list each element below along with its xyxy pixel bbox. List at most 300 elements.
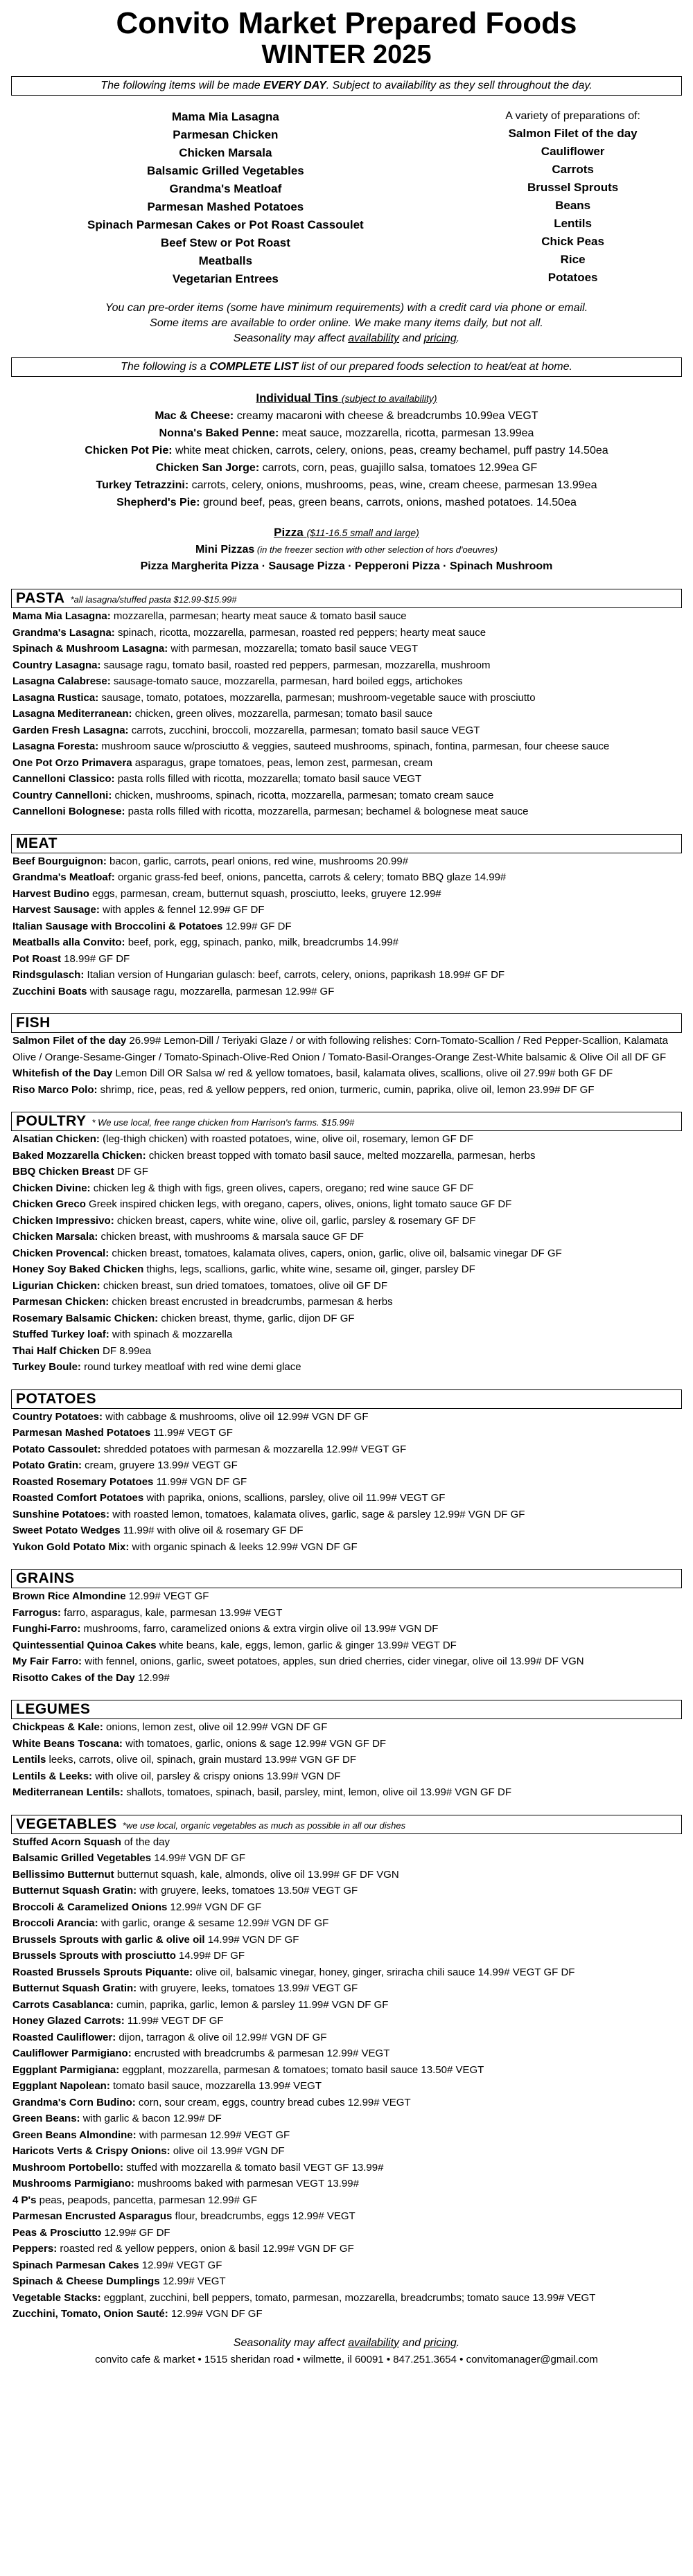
menu-item [11, 1915, 682, 1932]
menu-item [11, 1213, 682, 1229]
tin-desc: carrots, celery, onions, mushrooms, peas, wine, cream cheese, parmesan 13.99ea [188, 479, 597, 491]
daily-item: Lentils [554, 217, 592, 230]
season-title: WINTER 2025 [261, 40, 432, 69]
item-desc: mushrooms, farro, caramelized onions & extra virgin olive oil 13.99# VGN DF [80, 1623, 439, 1635]
daily-item: Brussel Sprouts [527, 181, 619, 194]
menu-item [11, 1621, 682, 1637]
item-desc: with olive oil, parsley & crispy onions 13.99# VGN DF [92, 1770, 341, 1782]
menu-item [11, 1980, 682, 1997]
item-name: Butternut Squash Gratin: [12, 1885, 137, 1897]
item-name: Mama Mia Lasagna: [12, 610, 111, 622]
item-name: Parmesan Mashed Potatoes [12, 1427, 151, 1439]
item-name: Rosemary Balsamic Chicken: [12, 1312, 159, 1324]
menu-item [11, 951, 682, 968]
daily-items [11, 108, 682, 288]
item-desc: chicken breast encrusted in breadcrumbs, parmesan & herbs [109, 1296, 393, 1308]
item-desc: olive oil, balsamic vinegar, honey, ginger, sriracha chili sauce 14.99# VEGT GF DF [193, 1966, 575, 1978]
item-name: White Beans Toscana: [12, 1737, 123, 1750]
item-desc: pasta rolls filled with ricotta, mozzarella; tomato basil sauce VEGT [114, 773, 422, 785]
item-desc: corn, sour cream, eggs, country bread cubes 12.99# VEGT [135, 2096, 411, 2108]
menu-item [11, 2273, 682, 2290]
menu-item [11, 1719, 682, 1736]
daily-left-list [87, 108, 364, 288]
menu-item [11, 1588, 682, 1605]
item-desc: Italian version of Hungarian gulasch: beef, carrots, celery, onions, paprikash 18.99# GF DF [84, 969, 505, 981]
menu-item [11, 1326, 682, 1343]
daily-right-intro: A variety of preparations of: [505, 110, 640, 122]
item-name: Beef Bourguignon: [12, 855, 107, 867]
item-name: Broccoli Arancia: [12, 1917, 98, 1929]
item-desc: with gruyere, leeks, tomatoes 13.99# VEGT GF [137, 1982, 358, 1994]
menu-item [11, 1343, 682, 1360]
menu-sections [11, 589, 682, 2322]
item-name: Country Potatoes: [12, 1410, 103, 1423]
menu-item [11, 1964, 682, 1981]
menu-item [11, 2013, 682, 2029]
item-name: Lasagna Rustica: [12, 691, 99, 704]
item-name: Chicken Marsala: [12, 1231, 98, 1243]
item-desc: carrots, zucchini, broccoli, mozzarella, parmesan; tomato basil sauce VEGT [128, 724, 480, 736]
section-heading [11, 834, 682, 853]
daily-item: Balsamic Grilled Vegetables [146, 164, 304, 177]
item-desc: 14.99# VGN DF GF [151, 1852, 245, 1864]
item-desc: 12.99# [134, 1671, 170, 1684]
item-name: Brussels Sprouts with garlic & olive oil [12, 1933, 205, 1946]
item-name: Sweet Potato Wedges [12, 1525, 121, 1536]
footer-note: Seasonality may affect availability and pricing. [233, 2336, 460, 2349]
tin-item [11, 425, 682, 442]
item-name: Pot Roast [12, 952, 62, 965]
menu-item [11, 1474, 682, 1491]
menu-item [11, 673, 682, 690]
daily-item: Meatballs [198, 254, 253, 267]
page-title: Convito Market Prepared Foods [116, 6, 577, 40]
menu-item [11, 934, 682, 951]
section-potatoes [11, 1389, 682, 1556]
menu-item [11, 1784, 682, 1801]
daily-item: Rice [560, 253, 586, 266]
item-name: Zucchini, Tomato, Onion Sauté: [12, 2308, 168, 2320]
menu-item [11, 1261, 682, 1278]
item-name: Peas & Prosciutto [12, 2226, 102, 2239]
menu-item [11, 1065, 682, 1082]
item-desc: eggs, parmesan, cream, butternut squash, prosciutto, leeks, gruyere 12.99# [89, 887, 441, 900]
menu-item [11, 1867, 682, 1883]
item-name: Chicken Divine: [12, 1182, 91, 1194]
item-name: Eggplant Parmigiana: [12, 2063, 120, 2076]
item-desc: 12.99# GF DF [222, 920, 292, 932]
menu-item [11, 771, 682, 788]
item-desc: 11.99# VGN DF GF [153, 1475, 247, 1488]
item-desc: white beans, kale, eggs, lemon, garlic & ginger 13.99# VEGT DF [156, 1639, 457, 1651]
tin-name: Mac & Cheese: [155, 410, 234, 422]
item-desc: sausage ragu, tomato basil, roasted red peppers, parmesan, mozzarella, mushroom [100, 659, 491, 671]
tin-name: Shepherd's Pie: [116, 497, 200, 508]
mini-pizzas: Mini Pizzas (in the freezer section with other selection of hors d'oeuvres) [195, 544, 498, 556]
item-desc: of the day [121, 1836, 170, 1848]
item-name: Garden Fresh Lasagna: [12, 724, 129, 736]
item-name: Thai Half Chicken [12, 1344, 100, 1357]
menu-item [11, 690, 682, 707]
tin-item [11, 494, 682, 511]
item-name: Cauliflower Parmigiano: [12, 2048, 132, 2059]
daily-item: Parmesan Chicken [173, 128, 279, 141]
tin-desc: meat sauce, mozzarella, ricotta, parmesan 13.99ea [279, 427, 534, 439]
item-name: Ligurian Chicken: [12, 1279, 100, 1292]
tin-name: Chicken Pot Pie: [85, 445, 173, 456]
item-desc: shallots, tomatoes, spinach, basil, parsley, mint, lemon, olive oil 13.99# VGN GF DF [123, 1786, 512, 1798]
menu-item [11, 1752, 682, 1768]
daily-item: Grandma's Meatloaf [169, 182, 282, 195]
menu-item [11, 1457, 682, 1474]
item-name: Harvest Sausage: [12, 904, 100, 916]
section-heading [11, 1700, 682, 1719]
item-name: Honey Glazed Carrots: [12, 2015, 125, 2027]
item-name: One Pot Orzo Primavera [12, 756, 132, 769]
menu-item [11, 1605, 682, 1622]
daily-item: Beef Stew or Pot Roast [160, 236, 290, 249]
menu-item [11, 1507, 682, 1523]
tin-item [11, 442, 682, 459]
item-desc: chicken breast, sun dried tomatoes, tomatoes, olive oil GF DF [100, 1279, 388, 1292]
item-desc: with parmesan, mozzarella; tomato basil sauce VEGT [168, 643, 419, 655]
item-name: Eggplant Napolean: [12, 2080, 110, 2092]
menu-item [11, 967, 682, 984]
item-name: Cannelloni Bolognese: [12, 806, 125, 817]
daily-item: Vegetarian Entrees [172, 272, 279, 285]
item-desc: round turkey meatloaf with red wine demi glace [80, 1361, 301, 1373]
item-desc: 12.99# VGN DF GF [168, 2308, 263, 2320]
item-name: Lentils & Leeks: [12, 1770, 93, 1782]
item-desc: with apples & fennel 12.99# GF DF [99, 904, 265, 916]
item-desc: with spinach & mozzarella [109, 1329, 233, 1340]
item-desc: onions, lemon zest, olive oil 12.99# VGN DF GF [103, 1721, 328, 1733]
section-name: GRAINS [16, 1570, 75, 1586]
item-name: Honey Soy Baked Chicken [12, 1263, 144, 1275]
tin-name: Nonna's Baked Penne: [159, 427, 279, 439]
item-desc: 14.99# VGN DF GF [204, 1933, 299, 1946]
daily-item: Chick Peas [541, 235, 604, 248]
item-desc: 11.99# VEGT GF [150, 1427, 233, 1439]
menu-item [11, 2225, 682, 2241]
section-name: FISH [16, 1015, 51, 1031]
section-heading [11, 1112, 682, 1131]
item-desc: Lemon Dill OR Salsa w/ red & yellow tomatoes, basil, kalamata olives, scallions, olive oil 27.99# both GF DF [112, 1067, 613, 1079]
item-name: Lasagna Calabrese: [12, 675, 111, 687]
item-desc: 12.99# VEGT [159, 2275, 226, 2287]
item-name: Salmon Filet of the day [12, 1035, 127, 1047]
item-desc: sausage, tomato, potatoes, mozzarella, parmesan; mushroom-vegetable sauce with prosciutto [98, 691, 536, 704]
item-name: Italian Sausage with Broccolini & Potatoes [12, 920, 223, 932]
pizza-list: Pizza Margherita Pizza · Sausage Pizza · Pepperoni Pizza · Spinach Mushroom [140, 560, 553, 572]
item-desc: 12.99# VEGT GF [139, 2259, 222, 2271]
section-name: POULTRY [16, 1113, 87, 1129]
menu-item [11, 1148, 682, 1164]
item-desc: with fennel, onions, garlic, sweet potatoes, apples, sun dried cherries, cider vinegar, olive oil 13.99# DF VGN [82, 1655, 584, 1667]
item-name: 4 P's [12, 2194, 37, 2206]
section-name: LEGUMES [16, 1701, 91, 1717]
item-name: Parmesan Encrusted Asparagus [12, 2210, 173, 2222]
menu-item [11, 869, 682, 886]
menu-item [11, 1245, 682, 1262]
item-name: Chicken Impressivo: [12, 1214, 114, 1227]
item-desc: encrusted with breadcrumbs & parmesan 12.99# VEGT [131, 2048, 390, 2059]
item-desc: bacon, garlic, carrots, pearl onions, red wine, mushrooms 20.99# [106, 855, 409, 867]
tins-heading: Individual Tins (subject to availability) [256, 391, 437, 405]
menu-item [11, 2078, 682, 2095]
menu-item [11, 1229, 682, 1245]
item-name: Balsamic Grilled Vegetables [12, 1852, 152, 1864]
item-desc: chicken, green olives, mozzarella, parmesan; tomato basil sauce [132, 708, 433, 720]
menu-item [11, 2127, 682, 2144]
section-heading [11, 1569, 682, 1588]
pizza-heading: Pizza ($11-16.5 small and large) [274, 526, 419, 539]
item-name: Grandma's Meatloaf: [12, 871, 115, 883]
item-name: Brussels Sprouts with prosciutto [12, 1950, 176, 1962]
item-name: Farrogus: [12, 1606, 62, 1619]
item-desc: farro, asparagus, kale, parmesan 13.99# VEGT [61, 1606, 283, 1619]
item-desc: 12.99# VGN DF GF [167, 1901, 262, 1913]
item-name: Spinach Parmesan Cakes [12, 2259, 139, 2271]
item-name: Butternut Squash Gratin: [12, 1982, 137, 1994]
menu-item [11, 1196, 682, 1213]
item-desc: olive oil 13.99# VGN DF [170, 2145, 285, 2157]
menu-item [11, 788, 682, 804]
menu-item [11, 2143, 682, 2160]
menu-item [11, 853, 682, 870]
item-desc: beef, pork, egg, spinach, panko, milk, breadcrumbs 14.99# [125, 936, 398, 948]
menu-item [11, 1997, 682, 2014]
tin-desc: white meat chicken, carrots, celery, onions, peas, creamy bechamel, puff pastry 14.50ea [172, 445, 608, 456]
item-desc: dijon, tarragon & olive oil 12.99# VGN DF GF [116, 2031, 327, 2043]
item-desc: with gruyere, leeks, tomatoes 13.50# VEGT GF [137, 1885, 358, 1897]
menu-item [11, 1082, 682, 1099]
item-name: Chicken Provencal: [12, 1247, 109, 1259]
item-name: Mushrooms Parmigiano: [12, 2178, 134, 2189]
item-desc: mozzarella, parmesan; hearty meat sauce & tomato basil sauce [110, 610, 407, 622]
item-name: Lentils [12, 1754, 46, 1766]
item-desc: thighs, legs, scallions, garlic, white wine, sesame oil, ginger, parsley DF [143, 1263, 475, 1275]
menu-item [11, 1311, 682, 1327]
item-desc: DF 8.99ea [99, 1344, 152, 1357]
item-desc: peas, peapods, pancetta, parmesan 12.99# GF [36, 2194, 257, 2206]
menu-item [11, 984, 682, 1000]
item-desc: with organic spinach & leeks 12.99# VGN DF GF [129, 1540, 358, 1553]
item-name: Green Beans Almondine: [12, 2129, 137, 2141]
item-name: Chicken Greco [12, 1198, 86, 1210]
section-grains [11, 1569, 682, 1686]
menu-item [11, 1441, 682, 1458]
item-desc: Greek inspired chicken legs, with oregano, capers, olives, onions, light tomato sauce GF DF [85, 1198, 512, 1210]
item-desc: with cabbage & mushrooms, olive oil 12.99# VGN DF GF [103, 1410, 369, 1423]
menu-item [11, 1425, 682, 1441]
item-desc: 12.99# VEGT GF [125, 1590, 209, 1602]
menu-item [11, 2208, 682, 2225]
item-name: Haricots Verts & Crispy Onions: [12, 2145, 170, 2157]
item-desc: shrimp, rice, peas, red & yellow peppers, red onion, turmeric, cumin, paprika, olive oil, lemon 23.99# DF GF [97, 1083, 595, 1096]
complete-list-note: The following is a COMPLETE LIST list of our prepared foods selection to heat/eat at home. [11, 357, 682, 377]
item-desc: mushroom sauce w/prosciutto & veggies, sauteed mushrooms, spinach, fontina, parmesan, four cheese sauce [98, 740, 610, 752]
item-desc: chicken breast, capers, white wine, olive oil, garlic, parsley & rosemary GF DF [114, 1214, 476, 1227]
menu-item [11, 1359, 682, 1376]
item-desc: tomato basil sauce, mozzarella 13.99# VEGT [109, 2080, 322, 2092]
section-heading [11, 1389, 682, 1409]
menu-item [11, 1883, 682, 1899]
menu-item [11, 2062, 682, 2079]
item-name: Zucchini Boats [12, 985, 87, 997]
item-desc: eggplant, zucchini, bell peppers, tomato, parmesan, mozzarella, breadcrumbs; tomato sauce 13.99# VEGT [100, 2291, 596, 2304]
item-name: Mushroom Portobello: [12, 2161, 123, 2174]
menu-item [11, 2029, 682, 2046]
item-name: Yukon Gold Potato Mix: [12, 1540, 130, 1553]
section-legumes [11, 1700, 682, 1801]
section-poultry [11, 1112, 682, 1376]
menu-item [11, 2290, 682, 2307]
item-desc: butternut squash, kale, almonds, olive oil 13.99# GF DF VGN [114, 1868, 399, 1881]
section-meat [11, 834, 682, 1000]
individual-tins [11, 389, 682, 511]
item-name: Baked Mozzarella Chicken: [12, 1149, 146, 1162]
daily-right-list [505, 108, 640, 288]
menu-item [11, 2045, 682, 2062]
menu-item [11, 1899, 682, 1916]
item-name: Peppers: [12, 2243, 58, 2255]
item-desc: DF GF [114, 1166, 148, 1178]
item-desc: (leg-thigh chicken) with roasted potatoes, wine, olive oil, rosemary, lemon GF DF [99, 1133, 473, 1145]
section-note: *we use local, organic vegetables as much as possible in all our dishes [122, 1820, 406, 1831]
item-desc: chicken breast, thyme, garlic, dijon DF GF [158, 1312, 355, 1324]
item-name: Mediterranean Lentils: [12, 1786, 124, 1798]
item-desc: 12.99# GF DF [101, 2226, 170, 2239]
daily-item: Spinach Parmesan Cakes or Pot Roast Cassoulet [87, 218, 364, 231]
daily-item: Salmon Filet of the day [508, 127, 638, 140]
section-name: MEAT [16, 835, 58, 851]
item-name: Harvest Budino [12, 887, 89, 900]
item-name: Whitefish of the Day [12, 1067, 113, 1079]
item-desc: 18.99# GF DF [61, 952, 130, 965]
every-day-note: The following items will be made EVERY DAY. Subject to availability as they sell throughout the day. [11, 76, 682, 96]
item-desc: pasta rolls filled with ricotta, mozzarella, parmesan; bechamel & bolognese meat sauce [125, 806, 529, 817]
item-name: Grandma's Corn Budino: [12, 2096, 136, 2108]
section-heading [11, 1013, 682, 1033]
menu-item [11, 1768, 682, 1785]
menu-item [11, 1180, 682, 1197]
item-desc: roasted red & yellow peppers, onion & basil 12.99# VGN DF GF [57, 2243, 354, 2255]
daily-item: Parmesan Mashed Potatoes [147, 200, 304, 213]
daily-item: Chicken Marsala [179, 146, 272, 159]
menu-item [11, 1932, 682, 1948]
menu-item [11, 1670, 682, 1687]
menu-item [11, 2095, 682, 2111]
section-heading [11, 1815, 682, 1834]
item-desc: mushrooms baked with parmesan VEGT 13.99# [134, 2178, 359, 2189]
menu-item [11, 657, 682, 674]
item-name: Vegetable Stacks: [12, 2291, 101, 2304]
item-desc: 26.99# Lemon-Dill / Teriyaki Glaze / or with following relishes: Corn-Tomato-Scallion / Red Pepper-Scallion, Kalamata Olive / Orange-Sesame-Ginger / Tomato-Spinach-Olive-Red Onion / Tomato-Basil-Oranges-Orange Zest-White balsamic & Olive Oil all DF GF [12, 1035, 668, 1063]
tin-desc: creamy macaroni with cheese & breadcrumbs 10.99ea VEGT [234, 410, 538, 422]
menu-item [11, 1736, 682, 1752]
preorder-note: You can pre-order items (some have minimum requirements) with a credit card via phone or email. Some items are available to order online. We make many items daily, but not all. Seasonality may affect availability and pricing. [105, 302, 588, 344]
menu-item [11, 1539, 682, 1556]
item-desc: sausage-tomato sauce, mozzarella, parmesan, hard boiled eggs, artichokes [110, 675, 463, 687]
item-desc: with parmesan 12.99# VEGT GF [136, 2129, 290, 2141]
menu-item [11, 1278, 682, 1295]
item-name: Country Lasagna: [12, 659, 101, 671]
item-desc: leeks, carrots, olive oil, spinach, grain mustard 13.99# VGN GF DF [46, 1754, 357, 1766]
menu-item [11, 1522, 682, 1539]
item-name: Risotto Cakes of the Day [12, 1671, 135, 1684]
item-name: Roasted Brussels Sprouts Piquante: [12, 1966, 193, 1978]
menu-item [11, 2192, 682, 2209]
menu-item [11, 2176, 682, 2192]
item-name: Stuffed Turkey loaf: [12, 1329, 109, 1340]
item-desc: 11.99# with olive oil & rosemary GF DF [120, 1525, 304, 1536]
item-desc: with tomatoes, garlic, onions & sage 12.99# VGN GF DF [122, 1737, 387, 1750]
item-desc: spinach, ricotta, mozzarella, parmesan, roasted red peppers; hearty meat sauce [114, 626, 486, 639]
menu-item [11, 2257, 682, 2274]
item-name: Alsatian Chicken: [12, 1133, 100, 1145]
item-desc: flour, breadcrumbs, eggs 12.99# VEGT [172, 2210, 356, 2222]
item-desc: with sausage ragu, mozzarella, parmesan 12.99# GF [87, 985, 335, 997]
menu-item [11, 608, 682, 625]
menu-item [11, 1653, 682, 1670]
section-name: POTATOES [16, 1390, 97, 1407]
item-name: Quintessential Quinoa Cakes [12, 1639, 157, 1651]
section-pasta [11, 589, 682, 820]
tin-name: Chicken San Jorge: [155, 462, 260, 474]
item-name: Lasagna Foresta: [12, 740, 99, 752]
menu-item [11, 886, 682, 903]
menu-item [11, 1948, 682, 1964]
menu-item [11, 1131, 682, 1148]
item-name: Meatballs alla Convito: [12, 936, 125, 948]
item-name: Potato Gratin: [12, 1459, 82, 1471]
menu-item [11, 1164, 682, 1180]
tin-desc: ground beef, peas, green beans, carrots, onions, mashed potatoes. 14.50ea [200, 497, 577, 508]
item-desc: 14.99# DF GF [175, 1950, 245, 1962]
menu-item [11, 1834, 682, 1851]
menu-item [11, 625, 682, 641]
item-desc: asparagus, grape tomatoes, peas, lemon zest, parmesan, cream [132, 756, 433, 769]
item-name: Stuffed Acorn Squash [12, 1836, 121, 1848]
item-name: BBQ Chicken Breast [12, 1166, 114, 1178]
item-desc: cumin, paprika, garlic, lemon & parsley 11.99# VGN DF GF [113, 1998, 389, 2011]
menu-item [11, 1409, 682, 1425]
section-vegetables [11, 1815, 682, 2322]
item-desc: chicken breast, with mushrooms & marsala sauce GF DF [98, 1231, 364, 1243]
daily-item: Mama Mia Lasagna [171, 110, 279, 123]
daily-item: Potatoes [547, 271, 598, 284]
menu-item [11, 918, 682, 935]
menu-item [11, 755, 682, 772]
item-desc: chicken breast, tomatoes, kalamata olives, capers, onion, garlic, olive oil, balsamic vinegar DF GF [109, 1247, 562, 1259]
contact-line: convito cafe & market • 1515 sheridan road • wilmette, il 60091 • 847.251.3654 • convitomanager@gmail.com [95, 2353, 598, 2365]
item-desc: chicken leg & thigh with figs, green olives, capers, oregano; red wine sauce GF DF [90, 1182, 474, 1194]
menu-item [11, 2111, 682, 2127]
item-name: My Fair Farro: [12, 1655, 82, 1667]
item-name: Broccoli & Caramelized Onions [12, 1901, 168, 1913]
item-name: Funghi-Farro: [12, 1623, 81, 1635]
item-name: Roasted Rosemary Potatoes [12, 1475, 154, 1488]
item-name: Potato Cassoulet: [12, 1443, 101, 1455]
menu-item [11, 2241, 682, 2257]
item-desc: with garlic, orange & sesame 12.99# VGN DF GF [98, 1917, 329, 1929]
item-desc: eggplant, mozzarella, parmesan & tomatoes; tomato basil sauce 13.50# VEGT [119, 2063, 484, 2076]
tin-item [11, 459, 682, 477]
item-name: Lasagna Mediterranean: [12, 708, 132, 720]
section-heading [11, 589, 682, 608]
item-desc: with roasted lemon, tomatoes, kalamata olives, garlic, sage & parsley 12.99# VGN DF GF [109, 1508, 525, 1520]
